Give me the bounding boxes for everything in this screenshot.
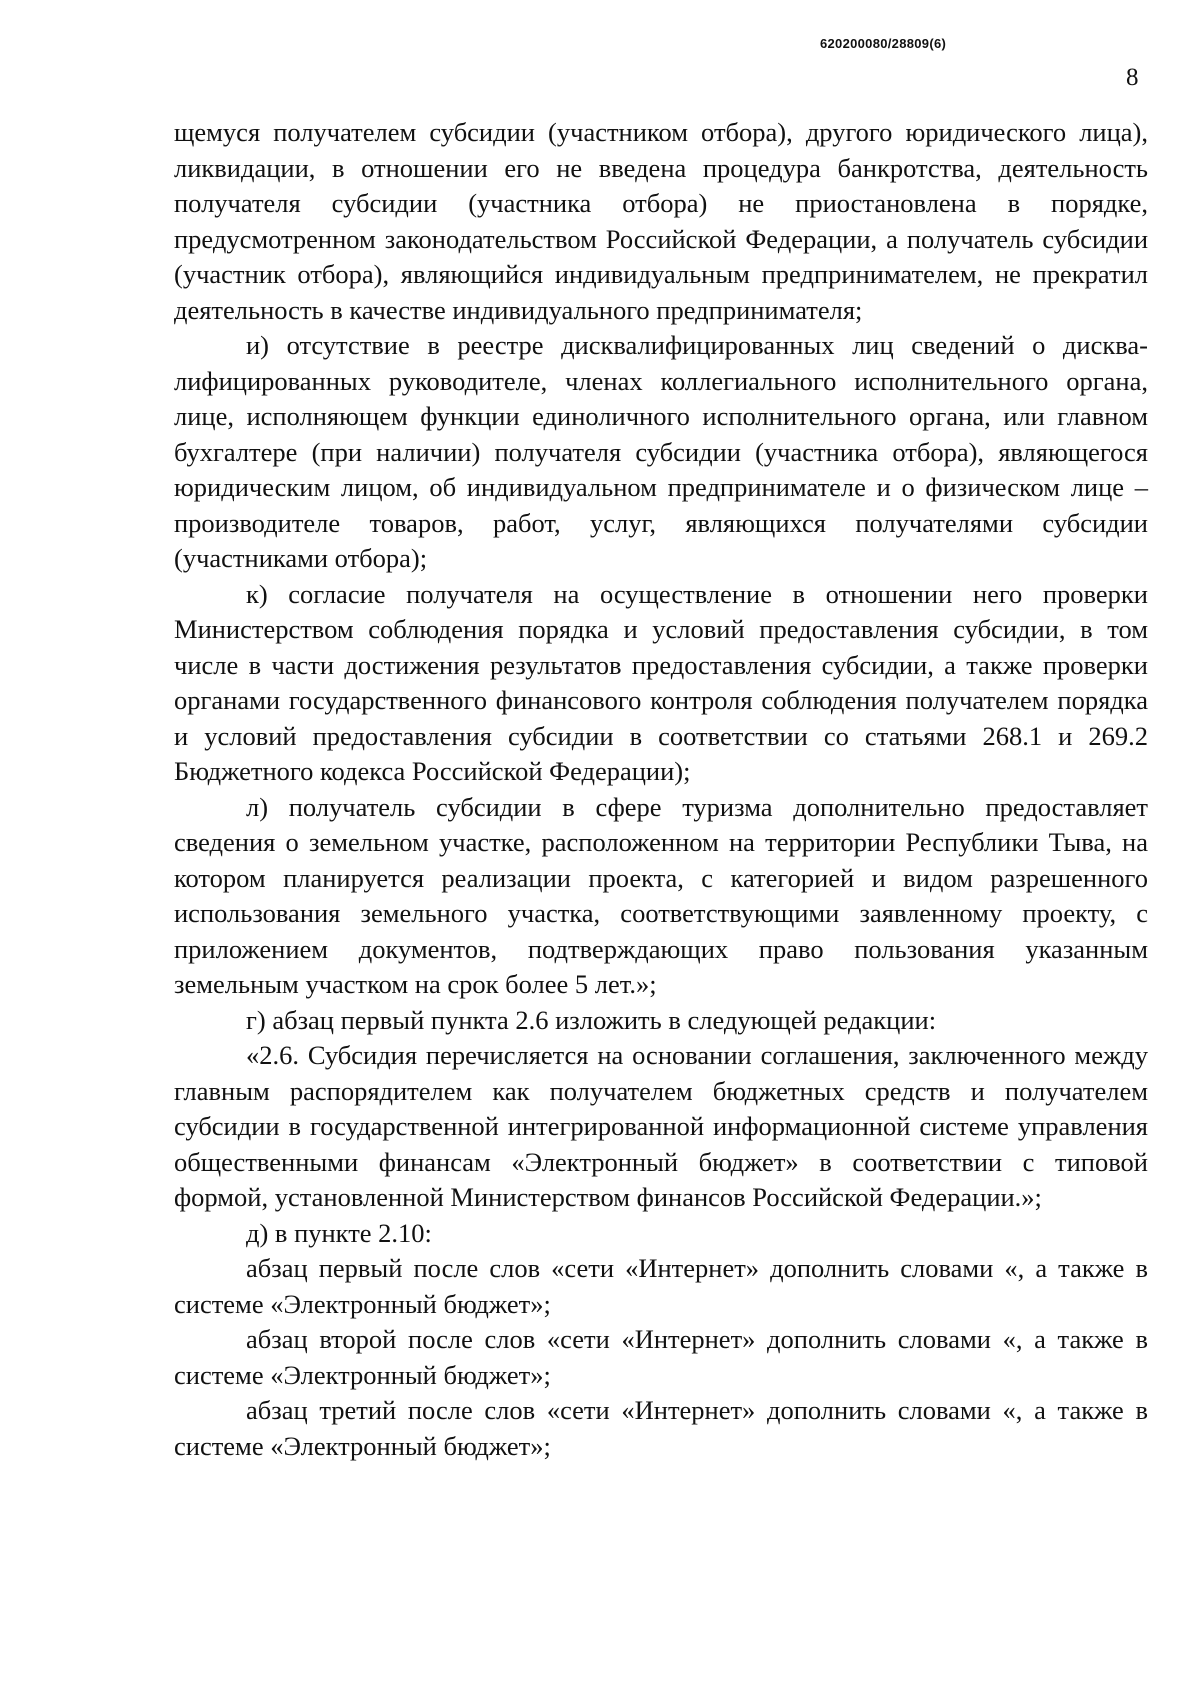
paragraph-amendment-first: абзац первый после слов «сети «Интернет» дополнить словами «, а также в системе «Электронный бюджет»; (174, 1253, 1148, 1319)
paragraph-amendment-second: абзац второй после слов «сети «Интернет» дополнить словами «, а также в системе «Электронный бюджет»; (174, 1324, 1148, 1390)
paragraph-item-l: л) получатель субсидии в сфере туризма дополнительно предоставляет сведения о земельном участке, расположенном на территории Республики Тыва, на котором планируется реализации проекта, с категорией и видом разрешенного использования земельного участка, соответствующими заявленному проекту, с приложением документов, подтверждающих право пользования указанным земельным участком на срок более 5 лет.»; (174, 791, 1148, 999)
paragraph-section-2-6: «2.6. Субсидия перечисляется на основании соглашения, заключенного между главным распорядителем как получателем бюджетных средств и получателем субсидии в государственной интегрированной информационной системе управления общественными финансам «Электронный бюджет» в соответствии с типовой формой, установленной Министерством финансов Российской Федерации.»; (174, 1040, 1148, 1212)
paragraph-continuation: щемуся получателем субсидии (участником отбора), другого юридического лица), ликвидации, в отношении его не введена процедура банкротства, деятельность получателя субсидии (участника отбора) не приостановлена в порядке, предусмотренном законодательством Российской Федерации, а получатель субсидии (участник отбора), являющийся индивидуальным предпринимателем, не прекратил деятельность в качестве индивидуального предпринимателя; (174, 117, 1148, 325)
document-code: 620200080/28809(6) (820, 36, 947, 51)
paragraph-item-d: д) в пункте 2.10: (246, 1217, 432, 1248)
document-body (174, 115, 1148, 1464)
paragraph-item-k: к) согласие получателя на осуществление в отношении него проверки Министерством соблюдения порядка и условий предоставления субсидии, в том числе в части достижения результатов предоставления субсидии, а также проверки органами государственного финансового контроля соблюдения получателем порядка и условий предоставления субсидии в соответствии со статьями 268.1 и 269.2 Бюджетного кодекса Российской Федерации); (174, 578, 1148, 786)
paragraph-item-g: г) абзац первый пункта 2.6 изложить в следующей редакции: (246, 1004, 937, 1035)
paragraph-amendment-third: абзац третий после слов «сети «Интернет» дополнить словами «, а также в системе «Электронный бюджет»; (174, 1395, 1148, 1461)
page-number: 8 (1126, 64, 1139, 91)
paragraph-item-i: и) отсутствие в реестре дисквалифицированных лиц сведений о дисквалифицированных руководителе, членах коллегиального исполнительного органа, лице, исполняющем функции единоличного исполнительного органа, или главном бухгалтере (при наличии) получателя субсидии (участника отбора), являющегося юридическим лицом, об индивидуальном предпринимателе и о физическом лице – производителе товаров, работ, услуг, являющихся получателями субсидии (участниками отбора); (174, 330, 1148, 573)
